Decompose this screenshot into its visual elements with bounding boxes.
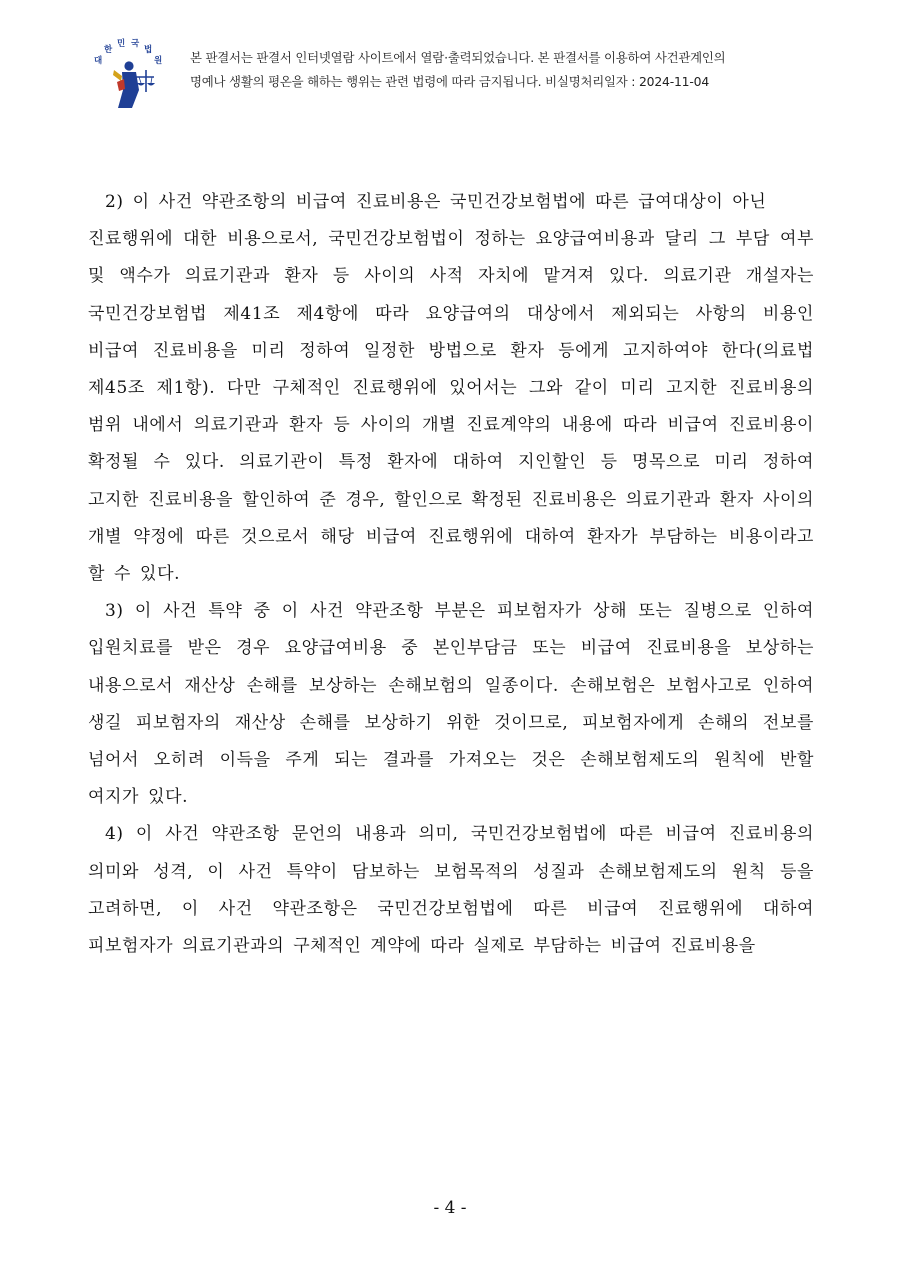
page-number: - 4 - [433, 1198, 467, 1218]
svg-text:민: 민 [117, 39, 126, 49]
notice-line-1: 본 판결서는 판결서 인터넷열람 사이트에서 열람·출력되었습니다. 본 판결서를 이용하여 사건관계인의 [190, 50, 726, 65]
svg-text:국: 국 [131, 39, 140, 49]
svg-text:한: 한 [104, 45, 113, 55]
svg-text:법: 법 [144, 45, 153, 55]
paragraph-4: 4) 이 사건 약관조항 문언의 내용과 의미, 국민건강보험법에 따른 비급여 진료비용의 의미와 성격, 이 사건 특약이 담보하는 보험목적의 성질과 손해보험제도의 원칙 등을 고려하면, 이 사건 약관조항은 국민건강보험법에 따른 비급여 진료행위에 대하여 피보험자가 의료기관과의 구체적인 계약에 따라 실제로 부담하는 비급여 진료비용을 [88, 824, 814, 957]
paragraph-3: 3) 이 사건 특약 중 이 사건 약관조항 부분은 피보험자가 상해 또는 질병으로 인하여 입원치료를 받은 경우 요양급여비용 중 본인부담금 또는 비급여 진료비용을 보상하는 내용으로서 재산상 손해를 보상하는 손해보험의 일종이다. 손해보험은 보험사고로 인하여 생길 피보험자의 재산상 손해를 보상하기 위한 것이므로, 피보험자에게 손해의 전보를 넘어서 오히려 이득을 주게 되는 결과를 가져오는 것은 손해보험제도의 원칙에 반할 여지가 있다. [88, 601, 814, 808]
paragraph-2-opening: 2) 이 사건 약관조항의 비급여 진료비용은 국민건강보험법에 따른 급여대상이 아닌 [105, 192, 767, 212]
notice-line-2: 명예나 생활의 평온을 해하는 행위는 관련 법령에 따라 금지됩니다. 비실명처리일자 : 2024-11-04 [190, 74, 710, 89]
court-emblem-icon [84, 32, 174, 112]
page-header [84, 32, 844, 112]
svg-text:원: 원 [154, 56, 163, 66]
access-notice [190, 46, 850, 94]
svg-text:대: 대 [94, 56, 103, 66]
paragraph-2-continued: 진료행위에 대한 비용으로서, 국민건강보험법이 정하는 요양급여비용과 달리 그 부담 여부 및 액수가 의료기관과 환자 등 사이의 사적 자치에 맡겨져 있다. 의료기관 개설자는 국민건강보험법 제41조 제4항에 따라 요양급여의 대상에서 제외되는 사항의 비용인 비급여 진료비용을 미리 정하여 일정한 방법으로 환자 등에게 고지하여야 한다(의료법 제45조 제1항). 다만 구체적인 진료행위에 있어서는 그와 같이 미리 고지한 진료비용의 범위 내에서 의료기관과 환자 등 사이의 개별 진료계약의 내용에 따라 비급여 진료비용이 확정될 수 있다. 의료기관이 특정 환자에 대하여 지인할인 등 명목으로 미리 정하여 고지한 진료비용을 할인하여 준 경우, 할인으로 확정된 진료비용은 의료기관과 환자 사이의 개별 약정에 따른 것으로서 해당 비급여 진료행위에 대하여 환자가 부담하는 비용이라고 할 수 있다. [88, 229, 814, 585]
judgment-body [88, 184, 814, 965]
